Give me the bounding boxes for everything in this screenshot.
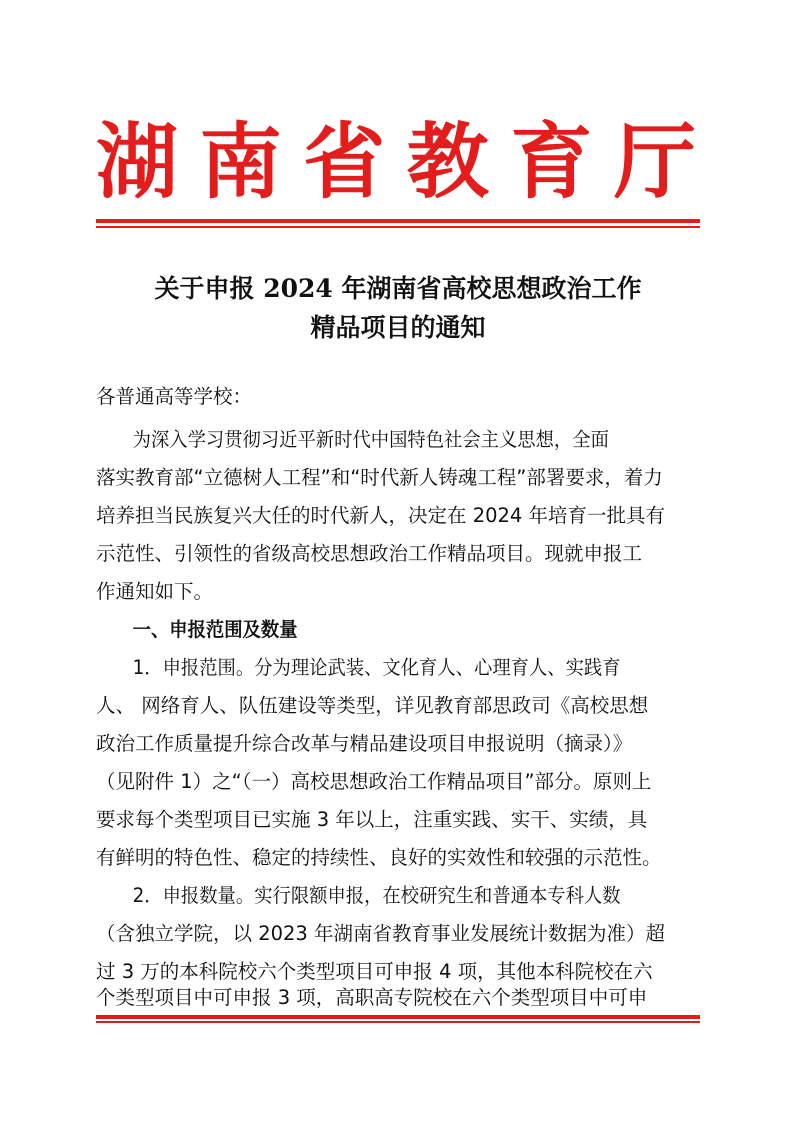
paragraph-line: （含独立学院，以 2023 年湖南省教育事业发展统计数据为准）超 <box>96 922 666 945</box>
paragraph-line: （见附件 1）之“（一）高校思想政治工作精品项目”部分。原则上 <box>96 770 652 793</box>
paragraph-line: 要求每个类型项目已实施 3 年以上，注重实践、实干、实绩，具 <box>96 808 648 831</box>
masthead-char: 湖 <box>96 114 179 210</box>
paragraph-line: 作通知如下。 <box>96 580 214 603</box>
paragraph-line: 为深入学习贯彻习近平新时代中国特色社会主义思想，全面 <box>132 428 609 451</box>
notice-title-line-1: 关于申报 2024 年湖南省高校思想政治工作 <box>154 274 642 303</box>
masthead-char: 厅 <box>613 114 696 210</box>
notice-title-line-2: 精品项目的通知 <box>310 313 486 342</box>
salutation: 各普通高等学校： <box>96 385 253 408</box>
paragraph-line: 有鲜明的特色性、稳定的持续性、良好的实效性和较强的示范性。 <box>96 846 662 869</box>
masthead-char: 南 <box>199 114 282 210</box>
paragraph-line: 政治工作质量提升综合改革与精品建设项目申报说明（摘录）》 <box>96 732 633 755</box>
masthead-char: 教 <box>406 114 489 210</box>
section-heading: 一、申报范围及数量 <box>132 618 298 641</box>
paragraph-line: 2．申报数量。实行限额申报，在校研究生和普通本专科人数 <box>132 884 621 907</box>
paragraph-line: 人、 网络育人、队伍建设等类型，详见教育部思政司《高校思想 <box>96 694 649 717</box>
masthead-char: 省 <box>303 114 386 210</box>
paragraph-line: 过 3 万的本科院校六个类型项目可申报 4 项，其他本科院校在六 <box>96 960 653 983</box>
paragraph-line: 培养担当民族复兴大任的时代新人，决定在 2024 年培育一批具有 <box>96 504 666 527</box>
footer-rule-thin <box>96 1021 700 1023</box>
paragraph-line: 示范性、引领性的省级高校思想政治工作精品项目。现就申报工 <box>96 542 643 565</box>
paragraph-line: 1．申报范围。分为理论武装、文化育人、心理育人、实践育 <box>132 656 621 679</box>
header-rule-thin <box>96 226 700 228</box>
masthead-char: 育 <box>510 114 593 210</box>
paragraph-line: 落实教育部“立德树人工程”和“时代新人铸魂工程”部署要求，着力 <box>96 466 663 489</box>
paragraph-line: 个类型项目中可申报 3 项，高职高专院校在六个类型项目中可申 <box>96 986 648 1009</box>
masthead-title <box>96 112 696 212</box>
footer-rule-thick <box>96 1015 700 1019</box>
header-rule-thick <box>96 219 700 223</box>
